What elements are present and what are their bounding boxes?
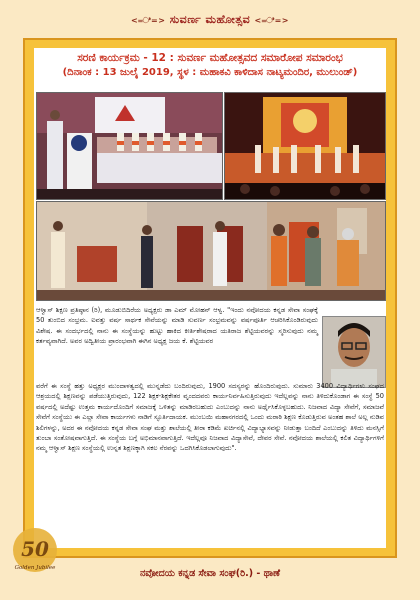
- ornament-right: <=ಿ=>: [254, 16, 290, 25]
- badge-label: Golden Jubilee: [14, 565, 56, 571]
- article-title: ಸರಣಿ ಕಾರ್ಯಕ್ರಮ - 12 : ಸುವರ್ಣ ಮಹೋತ್ಸವದ ಸಮಾರೋಪ ಸಮಾರಂಭ: [77, 52, 343, 64]
- article-body-part1: ಆಳ್ವಾಸ್ ಶಿಕ್ಷಣ ಪ್ರತಿಷ್ಠಾನ (ರಿ), ಮೂಡುಬಿದಿರೆಯ ಅಧ್ಯಕ್ಷರು ಡಾ ಎಮ್ ಮೋಹನ್ ಆಳ್ವ. "ಇಂದು ನವೋದಯ ಕನ್ನಡ ಸೇವಾ ಸಂಘಕ್ಕೆ 50 ತುಂಬಿದ ಸಂಭ್ರಮ. ಐವತ್ತು ವರ್ಷ ಸಾರ್ಥಕ ಸೇವೆಯನ್ನು ಮಾಡಿ ಸುವರ್ಣ ಸಂಭ್ರಮವನ್ನು ವರ್ಷಪೂರ್ತಿ ಆಚರಿಸಿಕೊಂಡಿರುವುದು ವಿಶೇಷ. ಈ ಸಂದರ್ಭದಲ್ಲಿ ನಾನು ಈ ಸಂಸ್ಥೆಯನ್ನು ಹುಟ್ಟು ಹಾಕಿದ ಕೀರ್ತಿಶೇಷರಾದ ಯತಿರಾಜ ಶೆಟ್ಟಿಯವರನ್ನು ಸ್ಮರಿಸುವುದು ನಮ್ಮ ಕರ್ತವ್ಯವಾಗಿದೆ. ಅವರ ಅದ್ವಿತೀಯ ಪ್ರಾರಂಭವಾಗಿ ಈಗಿನ ಅಧ್ಯಕ್ಷ ಜಯ ಕೆ. ಶೆಟ್ಟಿಯವರ: [36, 306, 318, 346]
- page-header: [0, 13, 420, 27]
- article-body-part2: ವರೆಗೆ ಈ ಸಂಸ್ಥೆ ಹತ್ತು ಅಧ್ಯಕ್ಷರ ಮುಂದಾಳತ್ವದಲ್ಲಿ ಮುನ್ನಡೆದು ಬಂದಿರುವುದು, 1900 ಸದಸ್ಯರನ್ನು ಹೊಂದಿರುವುದು. ಸುಮಾರು 3400 ವಿದ್ಯಾರ್ಥಿಗಳು ಸಂಘದ ಆಶ್ರಯದಲ್ಲಿ ಶಿಕ್ಷಣವನ್ನು ಪಡೆಯುತ್ತಿರುವುದು, 122 ಶಿಕ್ಷಕ-ಶಿಕ್ಷಕೇತರ ವೃಂದದವರು ಕಾರ್ಯನಿರ್ವಹಿಸುತ್ತಿರುವುದು ಇದೆಲ್ಲವನ್ನು ನಾನು ತಿಳಿದುಕೊಂಡಾಗ ಈ ಸಂಸ್ಥೆ 50 ವರ್ಷದಲ್ಲಿ ಅದೆಷ್ಟು ಉತ್ತಮ ಕಾರ್ಯದೊಂದಿಗೆ ಸಮಾಜಕ್ಕೆ ಒಳಿತನ್ನು ಮಾಡಿರಬಹುದು ಎಂಬುದನ್ನು ನಾನು ಅರ್ಥೈಸಿಕೊಳ್ಳಬಹುದು. ನಿಜವಾದ ವಿದ್ಯಾ ಸೇವೆಗೆ, ಸಮಾಜವೆ ಸೇವೆಗೆ ಸಂಸ್ಥೆಯು ಈ ಎಲ್ಲಾ ಸೇವಾ ಕಾರ್ಯಗಳು ನಾಡಿಗೆ ಸ್ಫೂರ್ತಿದಾಯಕ. ಮುಂಬಯಿ ಮಹಾನಗರದಲ್ಲಿ ಒಂದು ಮರಾಠಿ ಶಿಕ್ಷಣ ಕೊಡುತ್ತಿರುವ ಅಂತಹ ಶಾಲೆ ಅಲ್ಲ ನುಡಿವ ಶಿಲಿಗಳನ್ನು, ಅದರ ಈ ನವೋದಯ ಕನ್ನಡ ಸೇವಾ ಸಂಘ ಮತ್ತು ಶಾಲೆಯಲ್ಲಿ ತೀರಾ ಕಡಿಮೆ ಖರ್ಚಿನಲ್ಲಿ ವಿದ್ಯಾಭ್ಯಾಸವನ್ನು ನೀಡುತ್ತಾ ಬಂದಿದೆ ಎಂಬುದನ್ನು ತಿಳಿದು ಮನಸ್ಸಿಗೆ ತುಂಬಾ ಸಂತೋಷವಾಗುತ್ತಿದೆ. ಈ ಸಂಸ್ಥೆಯ ಬಗ್ಗೆ ಅಭಿಮಾನವಾಗುತ್ತಿದೆ. ಇದೆಲ್ಲವೂ ನಿಜವಾದ ವಿದ್ಯಾಸೇವೆ, ದೇವರ ಸೇವೆ. ನವೋದಯ ಶಾಲೆಯಲ್ಲಿ ಕಲಿತ ವಿದ್ಯಾರ್ಥಿಗಳಿಗೆ ನಮ್ಮ ಆಳ್ವಾಸ್ ಶಿಕ್ಷಣ ಸಂಸ್ಥೆಯಲ್ಲಿ ಉನ್ನತ ಶಿಕ್ಷಣಕ್ಕಾಗಿ ಸಕಲ ನೆರವನ್ನು ಒದಗಿಸಿಕೊಡಲಾಗುವುದು".: [36, 382, 384, 453]
- photo-drama-scene: [36, 201, 386, 301]
- ornament-left: <=ಿ=>: [130, 16, 166, 25]
- photo-speaker-stage: [36, 92, 223, 200]
- badge-number: 50: [21, 537, 49, 561]
- header-title: ಸುವರ್ಣ ಮಹೋತ್ಸವ: [169, 13, 251, 26]
- portrait-photo: [322, 316, 386, 388]
- page-footer: ನವೋದಯ ಕನ್ನಡ ಸೇವಾ ಸಂಘ(ರಿ.) - ಥಾಣೆ: [139, 568, 281, 579]
- photo-stage-performance: [224, 92, 386, 200]
- content-panel: [34, 48, 386, 548]
- article-subtitle: (ದಿನಾಂಕ : 13 ಜುಲೈ 2019, ಸ್ಥಳ : ಮಹಾಕವಿ ಕಾಳಿದಾಸ ನಾಟ್ಯಮಂದಿರ, ಮುಲುಂಡ್): [62, 67, 358, 78]
